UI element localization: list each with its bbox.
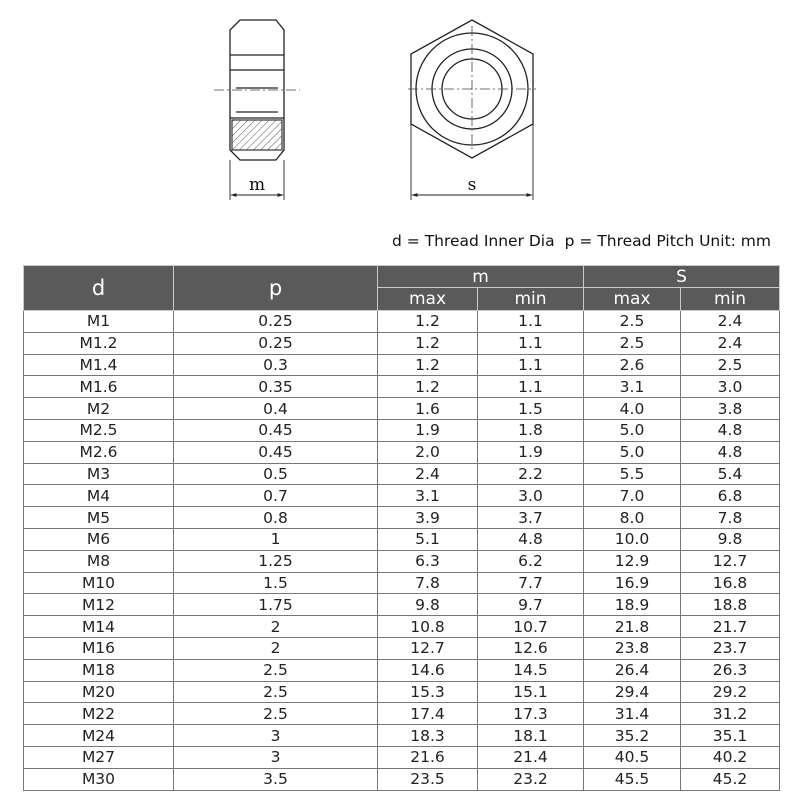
cell-p: 2.5	[174, 703, 378, 725]
cell-d: M27	[24, 746, 174, 768]
cell-s-max: 23.8	[584, 637, 681, 659]
cell-d: M6	[24, 528, 174, 550]
cell-p: 1.5	[174, 572, 378, 594]
table-row	[24, 311, 780, 333]
cell-s-min: 3.0	[681, 376, 780, 398]
cell-p: 0.25	[174, 311, 378, 333]
hex-nut-spec-table	[23, 265, 780, 791]
header-m-min: min	[478, 288, 584, 311]
cell-m-max: 18.3	[378, 725, 478, 747]
table-row	[24, 550, 780, 572]
table-row	[24, 681, 780, 703]
cell-s-max: 8.0	[584, 507, 681, 529]
cell-p: 2.5	[174, 681, 378, 703]
cell-p: 3.5	[174, 768, 378, 790]
legend-p-definition: p = Thread Pitch Unit: mm	[564, 232, 771, 250]
cell-s-max: 35.2	[584, 725, 681, 747]
cell-m-max: 3.1	[378, 485, 478, 507]
cell-p: 2	[174, 616, 378, 638]
cell-p: 0.45	[174, 419, 378, 441]
cell-m-max: 17.4	[378, 703, 478, 725]
cell-d: M2.5	[24, 419, 174, 441]
cell-d: M2	[24, 398, 174, 420]
cell-s-max: 26.4	[584, 659, 681, 681]
cell-s-max: 2.5	[584, 311, 681, 333]
cell-s-min: 12.7	[681, 550, 780, 572]
cell-m-min: 23.2	[478, 768, 584, 790]
cell-s-max: 21.8	[584, 616, 681, 638]
cell-m-min: 21.4	[478, 746, 584, 768]
cell-s-min: 45.2	[681, 768, 780, 790]
legend	[0, 232, 771, 250]
cell-m-max: 21.6	[378, 746, 478, 768]
table-row	[24, 746, 780, 768]
cell-m-max: 2.4	[378, 463, 478, 485]
cell-m-max: 1.6	[378, 398, 478, 420]
cell-s-max: 12.9	[584, 550, 681, 572]
cell-m-min: 3.0	[478, 485, 584, 507]
cell-m-max: 12.7	[378, 637, 478, 659]
cell-s-max: 2.6	[584, 354, 681, 376]
cell-d: M30	[24, 768, 174, 790]
header-m-max: max	[378, 288, 478, 311]
table-row	[24, 507, 780, 529]
cell-m-min: 1.1	[478, 354, 584, 376]
cell-s-min: 7.8	[681, 507, 780, 529]
cell-d: M5	[24, 507, 174, 529]
cell-m-max: 6.3	[378, 550, 478, 572]
cell-m-min: 1.1	[478, 376, 584, 398]
cell-d: M1.4	[24, 354, 174, 376]
cell-p: 0.35	[174, 376, 378, 398]
cell-m-min: 10.7	[478, 616, 584, 638]
table-row	[24, 659, 780, 681]
cell-s-min: 5.4	[681, 463, 780, 485]
header-m: m	[378, 266, 584, 288]
cell-s-min: 2.4	[681, 311, 780, 333]
cell-s-max: 4.0	[584, 398, 681, 420]
cell-m-min: 15.1	[478, 681, 584, 703]
table-row	[24, 332, 780, 354]
hex-nut-technical-drawing	[0, 0, 800, 220]
cell-m-max: 15.3	[378, 681, 478, 703]
cell-s-min: 2.5	[681, 354, 780, 376]
cell-s-min: 4.8	[681, 441, 780, 463]
header-s: S	[584, 266, 780, 288]
cell-s-max: 31.4	[584, 703, 681, 725]
cell-m-min: 1.5	[478, 398, 584, 420]
table-row	[24, 725, 780, 747]
cell-m-max: 2.0	[378, 441, 478, 463]
cell-p: 0.25	[174, 332, 378, 354]
cell-d: M10	[24, 572, 174, 594]
table-row	[24, 703, 780, 725]
cell-p: 2	[174, 637, 378, 659]
cell-m-max: 3.9	[378, 507, 478, 529]
header-s-min: min	[681, 288, 780, 311]
table-row	[24, 616, 780, 638]
cell-m-min: 14.5	[478, 659, 584, 681]
cell-p: 2.5	[174, 659, 378, 681]
cell-m-min: 17.3	[478, 703, 584, 725]
cell-s-min: 6.8	[681, 485, 780, 507]
cell-d: M24	[24, 725, 174, 747]
cell-p: 3	[174, 725, 378, 747]
cell-m-max: 7.8	[378, 572, 478, 594]
cell-m-min: 18.1	[478, 725, 584, 747]
table-row	[24, 528, 780, 550]
cell-s-max: 7.0	[584, 485, 681, 507]
cell-p: 1.25	[174, 550, 378, 572]
cell-s-min: 3.8	[681, 398, 780, 420]
cell-s-min: 23.7	[681, 637, 780, 659]
cell-s-max: 5.5	[584, 463, 681, 485]
table-row	[24, 637, 780, 659]
nut-front-view	[408, 20, 536, 200]
table-row	[24, 376, 780, 398]
cell-d: M3	[24, 463, 174, 485]
cell-s-max: 5.0	[584, 419, 681, 441]
cell-m-min: 9.7	[478, 594, 584, 616]
table-row	[24, 572, 780, 594]
cell-p: 3	[174, 746, 378, 768]
cell-m-min: 6.2	[478, 550, 584, 572]
table-row	[24, 398, 780, 420]
header-d: d	[24, 266, 174, 311]
cell-s-max: 40.5	[584, 746, 681, 768]
cell-s-max: 16.9	[584, 572, 681, 594]
cell-p: 1	[174, 528, 378, 550]
cell-d: M20	[24, 681, 174, 703]
cell-s-min: 29.2	[681, 681, 780, 703]
cell-d: M16	[24, 637, 174, 659]
cell-s-max: 5.0	[584, 441, 681, 463]
cell-m-max: 9.8	[378, 594, 478, 616]
dimension-label-s: s	[467, 175, 477, 195]
cell-m-max: 10.8	[378, 616, 478, 638]
cell-s-min: 16.8	[681, 572, 780, 594]
table-row	[24, 485, 780, 507]
cell-s-min: 21.7	[681, 616, 780, 638]
cell-d: M22	[24, 703, 174, 725]
cell-m-min: 12.6	[478, 637, 584, 659]
cell-s-min: 2.4	[681, 332, 780, 354]
cell-d: M8	[24, 550, 174, 572]
cell-p: 1.75	[174, 594, 378, 616]
cell-d: M2.6	[24, 441, 174, 463]
cell-d: M1.2	[24, 332, 174, 354]
cell-m-min: 7.7	[478, 572, 584, 594]
cell-s-min: 18.8	[681, 594, 780, 616]
header-s-max: max	[584, 288, 681, 311]
cell-m-min: 1.1	[478, 311, 584, 333]
table-header	[24, 266, 780, 311]
cell-d: M4	[24, 485, 174, 507]
cell-d: M1	[24, 311, 174, 333]
legend-d-definition: d = Thread Inner Dia	[392, 232, 555, 250]
table-row	[24, 594, 780, 616]
cell-m-min: 1.8	[478, 419, 584, 441]
table-row	[24, 768, 780, 790]
cell-p: 0.3	[174, 354, 378, 376]
table-row	[24, 354, 780, 376]
cell-m-max: 14.6	[378, 659, 478, 681]
cell-s-min: 9.8	[681, 528, 780, 550]
cell-p: 0.4	[174, 398, 378, 420]
cell-s-max: 2.5	[584, 332, 681, 354]
dimension-label-m: m	[248, 175, 266, 195]
cell-m-max: 1.2	[378, 311, 478, 333]
cell-p: 0.45	[174, 441, 378, 463]
cell-m-min: 3.7	[478, 507, 584, 529]
cell-m-max: 1.9	[378, 419, 478, 441]
cell-m-max: 1.2	[378, 354, 478, 376]
cell-s-min: 35.1	[681, 725, 780, 747]
table-body	[24, 311, 780, 791]
cell-s-min: 26.3	[681, 659, 780, 681]
cell-m-max: 5.1	[378, 528, 478, 550]
cell-m-min: 1.1	[478, 332, 584, 354]
cell-d: M12	[24, 594, 174, 616]
table-row	[24, 419, 780, 441]
cell-s-max: 10.0	[584, 528, 681, 550]
table-row	[24, 463, 780, 485]
cell-s-min: 31.2	[681, 703, 780, 725]
table-row	[24, 441, 780, 463]
cell-p: 0.7	[174, 485, 378, 507]
cell-m-max: 1.2	[378, 332, 478, 354]
nut-side-view	[214, 20, 300, 200]
cell-s-min: 40.2	[681, 746, 780, 768]
cell-s-max: 29.4	[584, 681, 681, 703]
cell-m-min: 1.9	[478, 441, 584, 463]
cell-s-max: 45.5	[584, 768, 681, 790]
cell-d: M14	[24, 616, 174, 638]
cell-d: M1.6	[24, 376, 174, 398]
cell-s-max: 3.1	[584, 376, 681, 398]
cell-s-min: 4.8	[681, 419, 780, 441]
cell-m-max: 23.5	[378, 768, 478, 790]
cell-m-min: 2.2	[478, 463, 584, 485]
cell-m-max: 1.2	[378, 376, 478, 398]
cell-s-max: 18.9	[584, 594, 681, 616]
header-p: p	[174, 266, 378, 311]
cell-m-min: 4.8	[478, 528, 584, 550]
cell-p: 0.5	[174, 463, 378, 485]
cell-d: M18	[24, 659, 174, 681]
cell-p: 0.8	[174, 507, 378, 529]
